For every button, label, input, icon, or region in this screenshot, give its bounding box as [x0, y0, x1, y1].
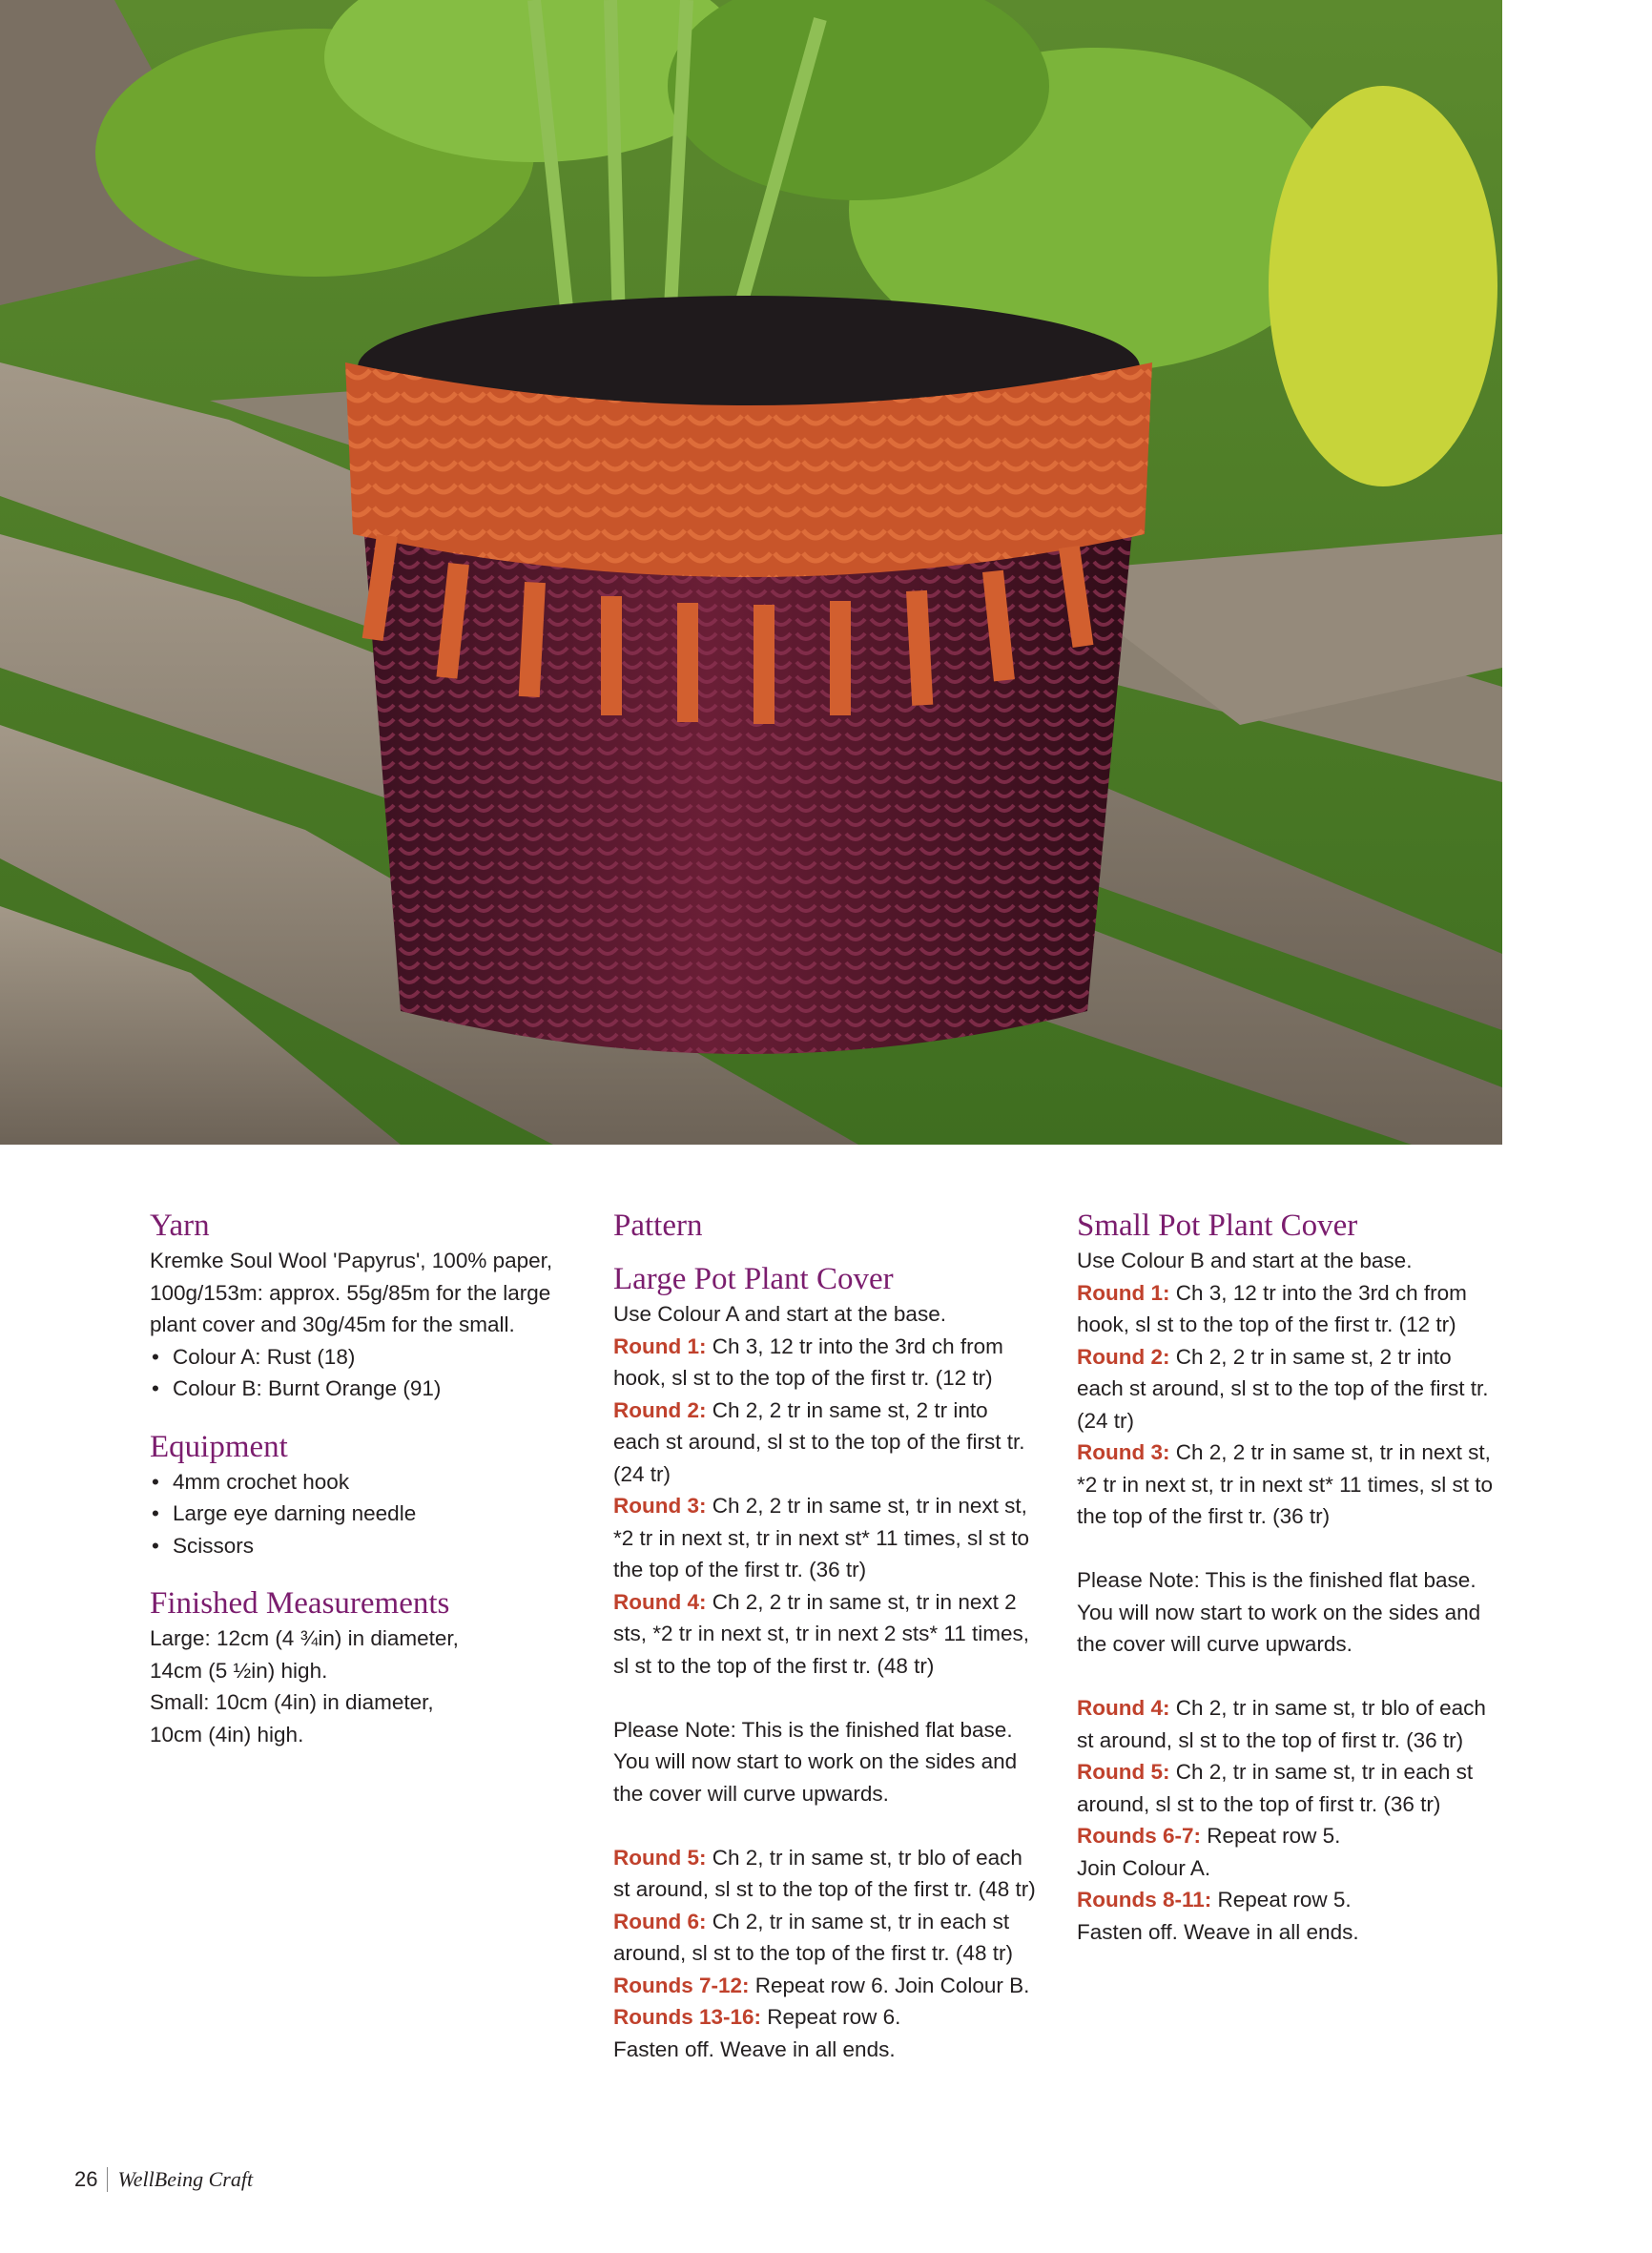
pattern-heading: Pattern: [613, 1209, 703, 1243]
round-instruction: Round 1: Ch 3, 12 tr into the 3rd ch from hook, sl st to the top of the first tr. (12 tr): [613, 1333, 1003, 1390]
large-intro: Use Colour A and start at the base.: [613, 1302, 946, 1326]
column-small-pattern: [1077, 1207, 1501, 1948]
round-instruction: Round 3: Ch 2, 2 tr in same st, tr in next st, *2 tr in next st, tr in next st* 11 times, sl st to the top of the first tr. (36 tr): [1077, 1440, 1493, 1528]
small-intro: Use Colour B and start at the base.: [1077, 1249, 1413, 1272]
equipment-list: [150, 1466, 574, 1562]
round-instruction: Rounds 7-12: Repeat row 6. Join Colour B.: [613, 1973, 1030, 1997]
list-item: • Scissors: [152, 1533, 255, 1558]
plant-pot-illustration: [0, 0, 1502, 1145]
round-label: Round 1:: [1077, 1280, 1170, 1305]
round-label: Rounds 13-16:: [613, 2005, 762, 2029]
round-label: Round 6:: [613, 1909, 707, 1933]
publication-name: WellBeing Craft: [117, 2167, 254, 2191]
large-cover-heading: Large Pot Plant Cover: [613, 1262, 894, 1296]
measurement-line: Small: 10cm (4in) in diameter,: [150, 1690, 434, 1714]
join-instruction: Join Colour A.: [1077, 1855, 1211, 1880]
round-label: Round 2:: [1077, 1344, 1170, 1369]
finish-instruction: Fasten off. Weave in all ends.: [613, 2036, 896, 2061]
round-label: Round 1:: [613, 1333, 707, 1358]
round-label: Round 3:: [1077, 1440, 1170, 1464]
measurements-heading: Finished Measurements: [150, 1586, 450, 1621]
yarn-list: [150, 1341, 574, 1405]
round-label: Rounds 8-11:: [1077, 1888, 1212, 1912]
list-item: • Colour B: Burnt Orange (91): [152, 1376, 442, 1400]
round-label: Round 5:: [1077, 1760, 1170, 1784]
round-instruction: Round 2: Ch 2, 2 tr in same st, 2 tr into each st around, sl st to the top of the first tr. (24 tr): [613, 1397, 1025, 1486]
list-item: • 4mm crochet hook: [152, 1469, 350, 1494]
measurement-line: 10cm (4in) high.: [150, 1722, 304, 1747]
yarn-heading: Yarn: [150, 1209, 210, 1243]
base-note: Please Note: This is the finished flat base. You will now start to work on the sides and the cover will curve upwards.: [613, 1717, 1018, 1806]
footer-divider: [107, 2167, 108, 2192]
column-materials: [150, 1207, 574, 1750]
measurement-line: Large: 12cm (4 ¾in) in diameter,: [150, 1626, 459, 1650]
finish-instruction: Fasten off. Weave in all ends.: [1077, 1919, 1359, 1944]
round-instruction: Round 4: Ch 2, tr in same st, tr blo of each st around, sl st to the top of first tr. (36 tr): [1077, 1696, 1486, 1752]
round-label: Rounds 6-7:: [1077, 1824, 1202, 1848]
round-instruction: Rounds 13-16: Repeat row 6.: [613, 2005, 901, 2029]
column-large-pattern: [613, 1207, 1038, 2065]
hero-photo: [0, 0, 1502, 1145]
round-instruction: Rounds 8-11: Repeat row 5.: [1077, 1888, 1352, 1912]
round-instruction: Round 2: Ch 2, 2 tr in same st, 2 tr into each st around, sl st to the top of the first tr. (24 tr): [1077, 1344, 1489, 1433]
equipment-heading: Equipment: [150, 1429, 288, 1464]
round-instruction: Rounds 6-7: Repeat row 5.: [1077, 1824, 1341, 1848]
round-instruction: Round 3: Ch 2, 2 tr in same st, tr in next st, *2 tr in next st, tr in next st* 11 times, sl st to the top of the first tr. (36 tr): [613, 1494, 1029, 1581]
round-instruction: Round 5: Ch 2, tr in same st, tr in each st around, sl st to the top of first tr. (36 tr): [1077, 1760, 1474, 1816]
round-instruction: Round 6: Ch 2, tr in same st, tr in each st around, sl st to the top of the first tr. (48 tr): [613, 1909, 1013, 1965]
round-instruction: Round 5: Ch 2, tr in same st, tr blo of each st around, sl st to the top of the first tr. (48 tr): [613, 1845, 1036, 1901]
round-instruction: Round 4: Ch 2, 2 tr in same st, tr in next 2 sts, *2 tr in next st, tr in next 2 sts* 11 times, sl st to the top of the first tr. (48 tr): [613, 1589, 1029, 1678]
page-number: 26: [74, 2167, 98, 2191]
round-instruction: Round 1: Ch 3, 12 tr into the 3rd ch from hook, sl st to the top of the first tr. (12 tr): [1077, 1280, 1467, 1336]
round-label: Rounds 7-12:: [613, 1973, 750, 1997]
crochet-pot-cover: [345, 296, 1152, 1054]
round-label: Round 4:: [1077, 1696, 1170, 1720]
yarn-description: Kremke Soul Wool 'Papyrus', 100% paper, 100g/153m: approx. 55g/85m for the large plant cover and 30g/45m for the small.: [150, 1249, 553, 1336]
list-item: • Colour A: Rust (18): [152, 1344, 356, 1369]
page-footer: [74, 2165, 253, 2194]
list-item: • Large eye darning needle: [152, 1501, 417, 1525]
round-label: Round 3:: [613, 1494, 707, 1518]
small-cover-heading: Small Pot Plant Cover: [1077, 1209, 1358, 1243]
round-label: Round 2:: [613, 1397, 707, 1422]
round-label: Round 5:: [613, 1845, 707, 1870]
round-label: Round 4:: [613, 1589, 707, 1614]
base-note: Please Note: This is the finished flat base. You will now start to work on the sides and the cover will curve upwards.: [1077, 1568, 1481, 1656]
measurement-line: 14cm (5 ½in) high.: [150, 1658, 328, 1683]
